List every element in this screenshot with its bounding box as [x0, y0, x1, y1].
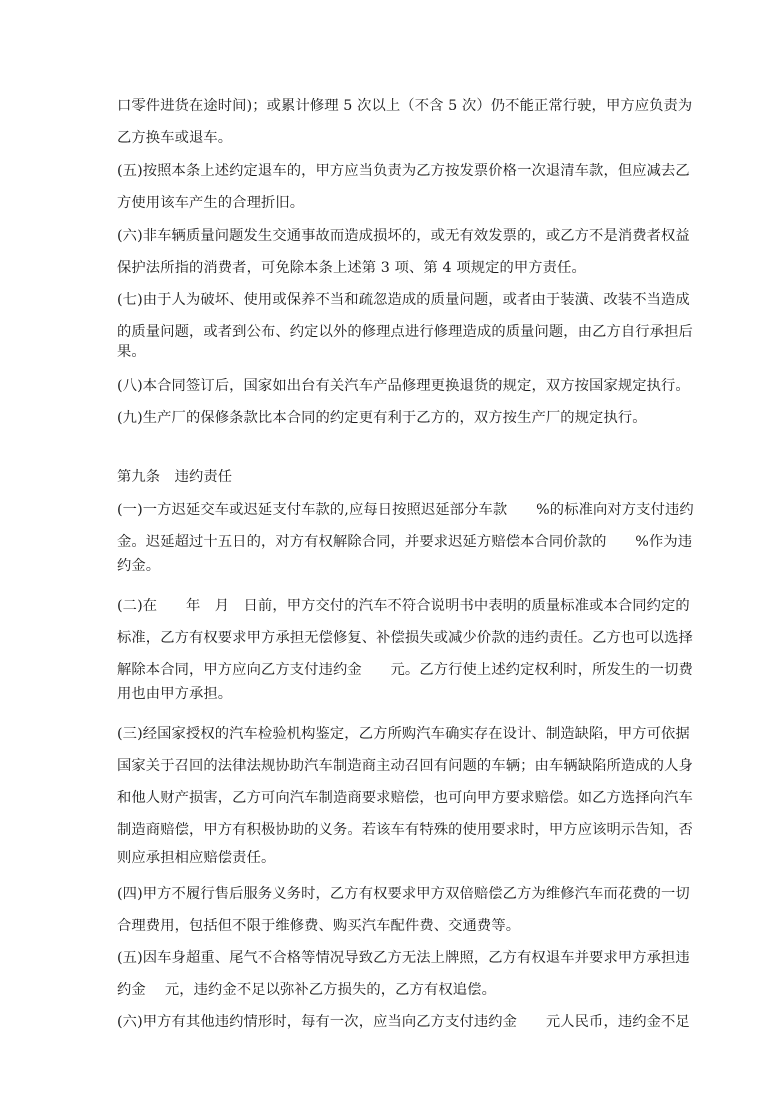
text-line: 和他人财产损害，乙方可向汽车制造商要求赔偿，也可向甲方要求赔偿。如乙方选择向汽车 — [117, 790, 693, 806]
text-line: 约金 元，违约金不足以弥补乙方损失的，乙方有权追偿。 — [117, 982, 496, 998]
text-line: 约金。 — [117, 558, 161, 574]
text-line: (六)非车辆质量问题发生交通事故而造成损坏的，或无有效发票的，或乙方不是消费者权益 — [117, 228, 690, 244]
text-line: (七)由于人为破坏、使用或保养不当和疏忽造成的质量问题，或者由于装潢、改装不当造成 — [117, 292, 690, 308]
text-line: 则应承担相应赔偿责任。 — [117, 850, 276, 866]
text-line: 国家关于召回的法律法规协助汽车制造商主动召回有问题的车辆；由车辆缺陷所造成的人身 — [117, 758, 693, 774]
text-line: 解除本合同，甲方应向乙方支付违约金 元。乙方行使上述约定权利时，所发生的一切费 — [117, 662, 693, 678]
text-line: 用也由甲方承担。 — [117, 686, 233, 702]
text-line: 口零件进货在途时间)；或累计修理 5 次以上（不含 5 次）仍不能正常行驶，甲方应负责为 — [117, 98, 693, 114]
text-line: 制造商赔偿，甲方有积极协助的义务。若该车有特殊的使用要求时，甲方应该明示告知，否 — [117, 822, 693, 838]
text-line: (六)甲方有其他违约情形时，每有一次，应当向乙方支付违约金 元人民币，违约金不足 — [117, 1014, 690, 1030]
text-line: 合理费用，包括但不限于维修费、购买汽车配件费、交通费等。 — [117, 918, 521, 934]
text-line: (五)因车身超重、尾气不合格等情况导致乙方无法上牌照，乙方有权退车并要求甲方承担违 — [117, 950, 690, 966]
text-line: 的质量问题，或者到公布、约定以外的修理点进行修理造成的质量问题，由乙方自行承担后 — [117, 324, 693, 340]
text-line: 方使用该车产生的合理折旧。 — [117, 195, 305, 211]
text-line: 果。 — [117, 344, 146, 360]
text-line: (九)生产厂的保修条款比本合同的约定更有利于乙方的，双方按生产厂的规定执行。 — [117, 410, 647, 426]
text-line: (一)一方迟延交车或迟延支付车款的,应每日按照迟延部分车款 %的标准向对方支付违约 — [117, 502, 694, 518]
text-line: 保护法所指的消费者，可免除本条上述第 3 项、第 4 项规定的甲方责任。 — [117, 260, 586, 276]
text-line: (五)按照本条上述约定退车的，甲方应当负责为乙方按发票价格一次退清车款，但应减去乙 — [117, 163, 690, 179]
text-line: 金。迟延超过十五日的，对方有权解除合同，并要求迟延方赔偿本合同价款的 %作为违 — [117, 534, 693, 550]
text-line: 乙方换车或退车。 — [117, 130, 233, 146]
section-heading: 第九条 违约责任 — [117, 469, 233, 485]
text-line: 标准，乙方有权要求甲方承担无偿修复、补偿损失或减少价款的违约责任。乙方也可以选择 — [117, 630, 693, 646]
text-line: (二)在 年 月 日前，甲方交付的汽车不符合说明书中表明的质量标准或本合同约定的 — [117, 598, 690, 614]
text-line: (四)甲方不履行售后服务义务时，乙方有权要求甲方双倍赔偿乙方为维修汽车而花费的一切 — [117, 886, 690, 902]
text-line: (三)经国家授权的汽车检验机构鉴定，乙方所购汽车确实存在设计、制造缺陷，甲方可依据 — [117, 726, 690, 742]
text-line: (八)本合同签订后，国家如出台有关汽车产品修理更换退货的规定，双方按国家规定执行。 — [117, 378, 690, 394]
